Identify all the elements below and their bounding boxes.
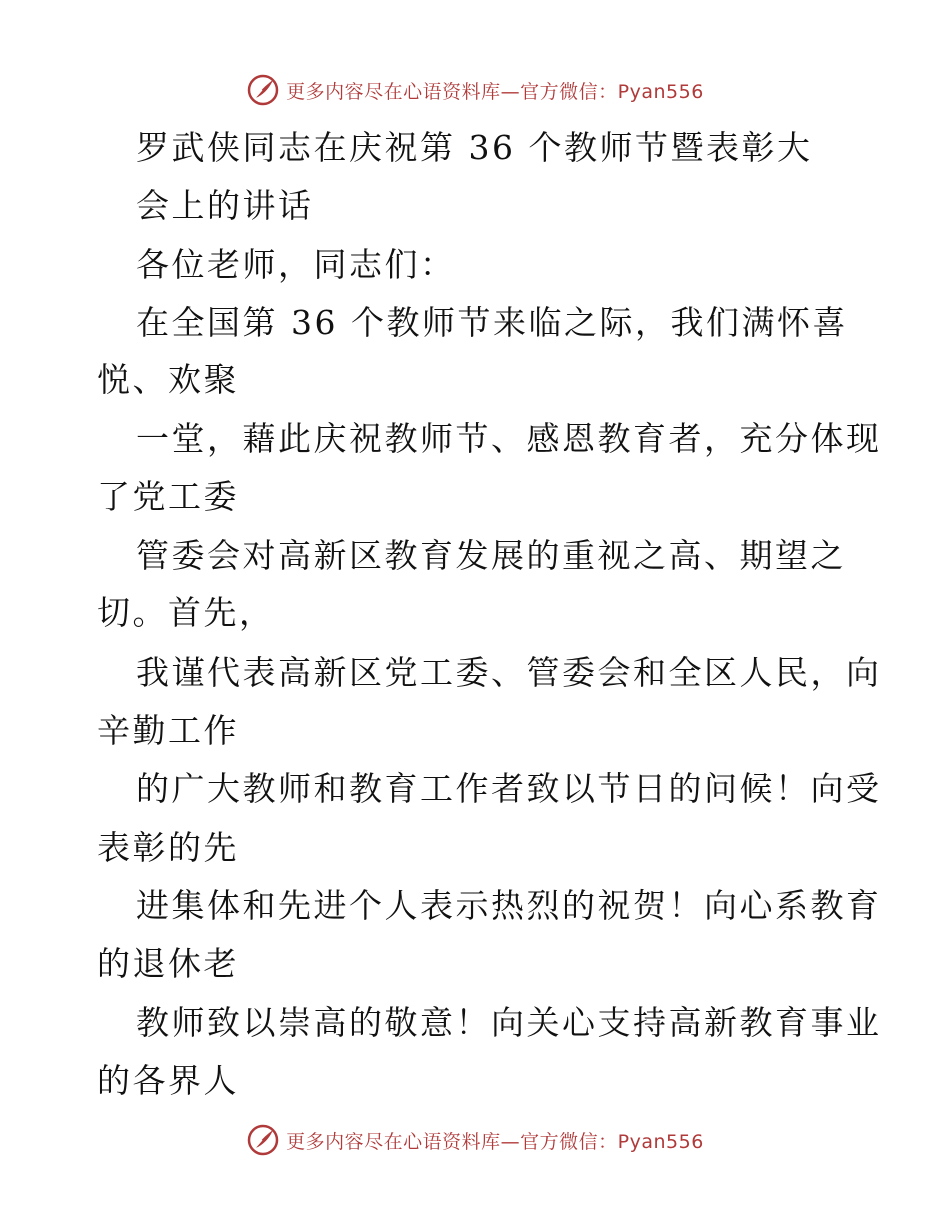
feather-pen-logo-icon	[246, 73, 280, 107]
feather-pen-logo-icon	[246, 1123, 280, 1157]
header-watermark-banner	[0, 70, 950, 110]
footer-watermark-text: 更多内容尽在心语资料库—官方微信：Pyan556	[286, 1130, 704, 1153]
text-line: 一堂，藉此庆祝教师节、感恩教育者，充分体现	[136, 419, 882, 458]
text-line: 了党工委	[97, 477, 239, 516]
footer-watermark-banner	[0, 1120, 950, 1160]
text-line: 的各界人	[97, 1061, 239, 1100]
text-line: 各位老师，同志们：	[136, 245, 456, 284]
text-line: 教师致以崇高的敬意！向关心支持高新教育事业	[136, 1003, 882, 1042]
text-line: 的退休老	[97, 944, 239, 983]
text-line: 进集体和先进个人表示热烈的祝贺！向心系教育	[136, 886, 882, 925]
text-line: 在全国第 36 个教师节来临之际，我们满怀喜	[136, 303, 848, 342]
text-line: 的广大教师和教育工作者致以节日的问候！向受	[136, 769, 882, 808]
text-line: 悦、欢聚	[97, 360, 239, 399]
header-watermark-text: 更多内容尽在心语资料库—官方微信：Pyan556	[286, 80, 704, 103]
text-line: 管委会对高新区教育发展的重视之高、期望之	[136, 536, 846, 575]
text-line: 切。首先，	[97, 593, 275, 632]
text-line: 罗武侠同志在庆祝第 36 个教师节暨表彰大	[136, 128, 813, 167]
text-line: 我谨代表高新区党工委、管委会和全区人民，向	[136, 653, 882, 692]
text-line: 会上的讲话	[136, 186, 314, 225]
text-line: 表彰的先	[97, 828, 239, 867]
text-line: 辛勤工作	[97, 711, 239, 750]
